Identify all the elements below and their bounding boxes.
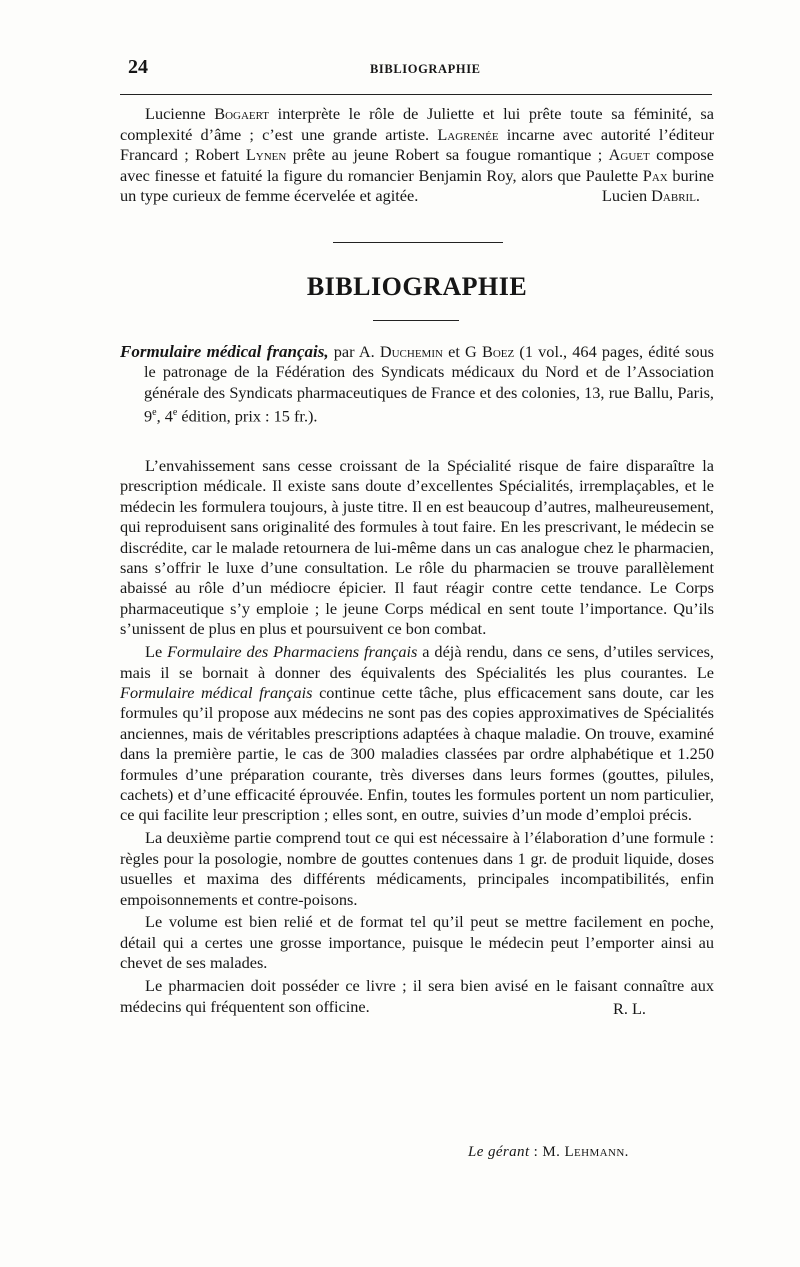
actor-name: Pax	[642, 165, 668, 185]
paragraph-4: Le volume est bien relié et de format tel qu’il peut se mettre facilement en poche, détail qui a certes une grosse importance, puisque le médecin peut l’emporter ainsi au chevet de ses malades.	[120, 912, 714, 973]
paragraph-text: continue cette tâche, plus efficacement sans doute, car les formules qu’il propose aux médecins ne sont pas des copies approximatives de Spécialités anciennes, mais de véritables prescriptions adaptées à chaque maladie. On trouve, examiné dans la première partie, le cas de 300 maladies classées par ordre alphabétique et 1.250 formules d’une préparation courante, très diverses dans leurs formes (gouttes, pilules, cachets) et d’une efficacité éprouvée. Enfin, toutes les formules portent un nom particulier, ce qui facilite leur prescription ; elles sont, en outre, suivies d’un mode d’emploi précis.	[120, 682, 714, 825]
superscript: e	[172, 406, 178, 418]
footer-name: Lehmann.	[564, 1144, 629, 1160]
review-text-part: burine un type curieux de femme écervelée et agitée.	[120, 165, 714, 205]
book-author: Duchemin	[379, 342, 443, 361]
paragraph-2	[120, 642, 714, 826]
book-text: (1 vol., 464 pages, édité sous le patronage de la Fédération des Syndicats médicaux du Nord et de l’Association générale des Syndicats pharmaceutiques de France et des colonies, 13, rue Ballu, Paris, 9	[144, 342, 714, 426]
book-reference	[120, 342, 714, 427]
section-separator	[333, 242, 503, 243]
book-text: , 4	[156, 406, 173, 426]
book-author: Boez	[482, 342, 515, 361]
author-first-name: Lucien	[601, 186, 652, 205]
review-text-part: Lucienne	[145, 104, 215, 123]
review-text-part: interprète le rôle de Juliette et lui prête toute sa féminité, sa complexité d’âme ; c’est une grande artiste.	[120, 104, 714, 144]
theatre-review-paragraph	[120, 104, 714, 207]
book-text: et G	[442, 342, 482, 361]
page-footer	[468, 1144, 629, 1161]
page-number: 24	[128, 56, 148, 78]
section-title: BIBLIOGRAPHIE	[306, 272, 528, 301]
footer-separator: :	[529, 1144, 543, 1160]
superscript: e	[152, 406, 157, 418]
page-header	[128, 56, 716, 78]
paragraph-text: Le	[145, 642, 168, 662]
review-text-part: compose avec finesse et fatuité la figure du romancier Benjamin Roy, alors que Paulette	[120, 145, 714, 185]
paragraph-text: a déjà rendu, dans ce sens, d’utiles services, mais il se bornait à donner des équivalents des Spécialités les plus courantes. Le	[120, 642, 714, 682]
review-signature: R. L.	[612, 999, 646, 1019]
header-rule	[120, 94, 712, 95]
paragraph-3: La deuxième partie comprend tout ce qui est nécessaire à l’élaboration d’une formule : règles pour la posologie, nombre de gouttes contenues dans 1 gr. de produit liquide, doses usuelles et maxima des différents médicaments, principales incompatibilités, enfin empoisonnements et contre-poisons.	[120, 828, 714, 909]
actor-name: Lynen	[245, 145, 287, 164]
footer-label: Le gérant	[468, 1144, 530, 1160]
book-text: édition, prix : 15 fr.).	[177, 406, 318, 426]
actor-name: Lagrenée	[437, 124, 499, 144]
book-text: par A.	[328, 342, 380, 361]
footer-name-prefix: M.	[542, 1144, 565, 1160]
paragraph-5: Le pharmacien doit posséder ce livre ; il sera bien avisé en le faisant connaître aux médecins qui fréquentent son officine.	[120, 976, 714, 1016]
italic-title: Formulaire des Pharmaciens français	[167, 642, 418, 662]
book-title: Formulaire médical français,	[120, 342, 329, 361]
italic-title: Formulaire médical français	[120, 682, 313, 702]
author-last-name: Dabril.	[651, 186, 700, 205]
title-underline	[373, 320, 459, 321]
actor-name: Aguet	[608, 145, 650, 164]
actor-name: Bogaert	[214, 104, 270, 123]
review-text-part: prête au jeune Robert sa fougue romantique ;	[286, 145, 609, 164]
review-body	[120, 456, 714, 1019]
review-text-part: incarne avec autorité l’éditeur Francard ; Robert	[120, 124, 715, 164]
paragraph-1: L’envahissement sans cesse croissant de la Spécialité risque de faire disparaître la prescription médicale. Il existe sans doute d’excellentes Spécialités, irremplaçables, et le médecin les formulera toujours, à juste titre. Il en est beaucoup d’autres, malheureusement, qui reproduisent sans originalité des formules à tout faire. En les prescrivant, le médecin se discrédite, car le malade retournera de lui-même dans un cas analogue chez le pharmacien, sans s’offrir le luxe d’une consultation. Le rôle du pharmacien se trouve parallèlement abaissé au rôle d’un médiocre épicier. Il faut réagir contre cette tendance. Le Corps pharmaceutique s’y emploie ; le jeune Corps médical en sent toute l’importance. Qu’ils s’unissent de plus en plus et poursuivent ce bon combat.	[120, 456, 714, 639]
running-title: BIBLIOGRAPHIE	[370, 62, 481, 76]
